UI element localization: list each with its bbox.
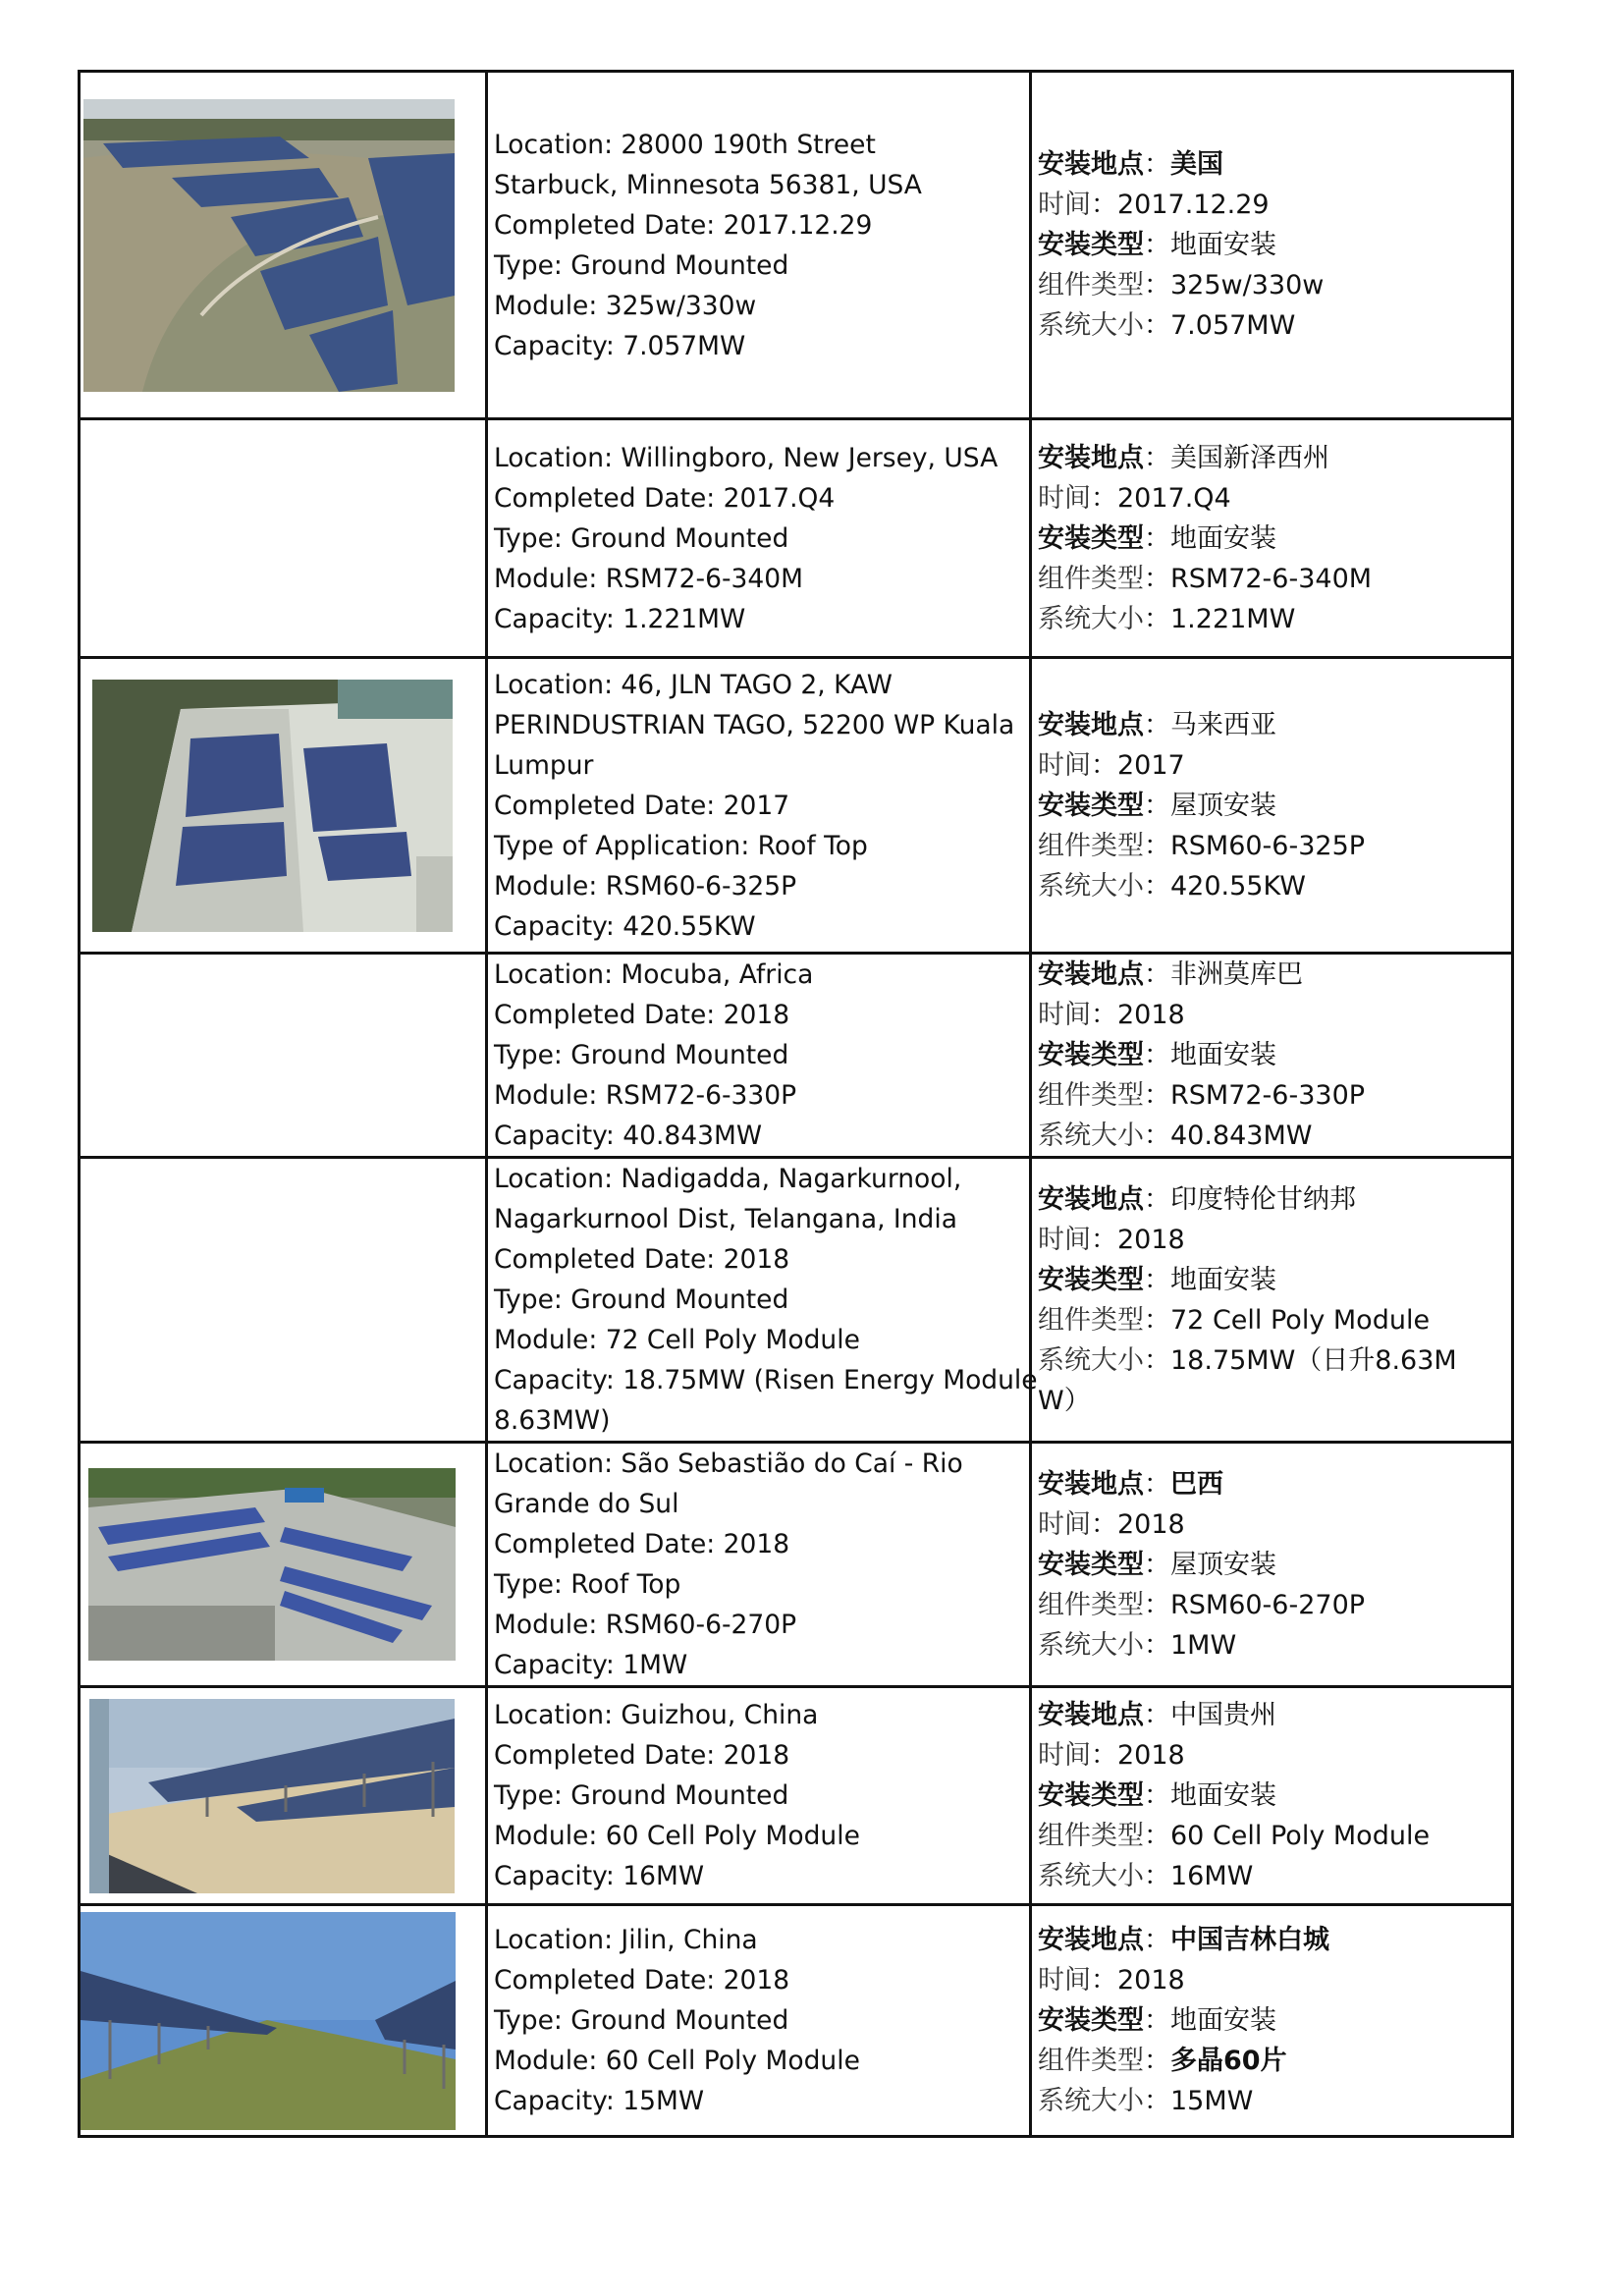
cn-value: 420.55KW (1170, 870, 1306, 902)
table-row (80, 1687, 1513, 1905)
cn-value: 1.221MW (1170, 603, 1296, 634)
photo-cell (80, 658, 487, 954)
english-details (487, 72, 1031, 419)
cn-value: 1MW (1170, 1629, 1237, 1661)
detail-line: Completed Date: 2018 (494, 1529, 790, 1559)
detail-line: Module: RSM60-6-270P (494, 1610, 797, 1640)
detail-line: Capacity: 16MW (494, 1861, 705, 1891)
cn-label: 时间 (1038, 1508, 1091, 1540)
detail-line: Completed Date: 2018 (494, 1965, 790, 1995)
cn-value: 2017.12.29 (1117, 190, 1270, 220)
chinese-details: 安装地点：巴西 时间：2018 安装类型：屋顶安装 组件类型：RSM60-6-270P 系统大小：1MW (1031, 1443, 1513, 1687)
detail-line: Starbuck, Minnesota 56381, USA (494, 169, 922, 200)
detail-line: Capacity: 1.221MW (494, 603, 746, 634)
cn-value: W） (1038, 1385, 1091, 1416)
cn-label: 安装地点 (1038, 1700, 1144, 1730)
cn-value: 2018 (1117, 1740, 1185, 1771)
cn-value: 325w/330w (1170, 270, 1325, 301)
cn-label: 组件类型 (1038, 2046, 1144, 2076)
detail-line: Completed Date: 2018 (494, 1244, 790, 1275)
cn-label: 安装地点 (1038, 442, 1144, 473)
detail-line: Type: Roof Top (494, 1569, 681, 1600)
cn-value: 屋顶安装 (1170, 1549, 1276, 1580)
cn-value: 非洲莫库巴 (1170, 959, 1303, 990)
detail-line: Type: Ground Mounted (494, 1285, 789, 1315)
cn-label: 系统大小 (1038, 310, 1144, 341)
detail-line: Module: 60 Cell Poly Module (494, 1821, 860, 1851)
cn-value: 美国新泽西州 (1170, 442, 1329, 473)
detail-line: Module: 325w/330w (494, 290, 757, 321)
cn-value: 2018 (1117, 1508, 1185, 1540)
english-details (487, 419, 1031, 658)
solar-farm-aerial-photo (83, 99, 455, 392)
cn-label: 组件类型 (1038, 830, 1144, 861)
table-row (80, 72, 1513, 419)
cn-label: 系统大小 (1038, 1629, 1144, 1661)
cn-label: 安装类型 (1038, 2005, 1144, 2036)
detail-line: Capacity: 7.057MW (494, 330, 746, 361)
detail-line: Location: Willingboro, New Jersey, USA (494, 442, 999, 473)
cn-label: 安装地点 (1038, 959, 1144, 990)
detail-line: Module: RSM72-6-330P (494, 1080, 797, 1111)
detail-line: Lumpur (494, 749, 594, 781)
cn-value: 马来西亚 (1170, 709, 1276, 740)
cn-label: 组件类型 (1038, 1304, 1144, 1336)
english-details (487, 954, 1031, 1158)
english-details (487, 1905, 1031, 2137)
photo-cell (80, 419, 487, 658)
table-row (80, 419, 1513, 658)
detail-line: Module: RSM72-6-340M (494, 563, 803, 594)
detail-line: Capacity: 420.55KW (494, 910, 756, 942)
chinese-details: 安装地点：美国新泽西州 时间：2017.Q4 安装类型：地面安装 组件类型：RSM72-6-340M 系统大小：1.221MW (1031, 419, 1513, 658)
detail-line: Location: 46, JLN TAGO 2, KAW (494, 669, 893, 700)
detail-line: Location: Jilin, China (494, 1925, 758, 1955)
cn-label: 安装地点 (1038, 1468, 1144, 1500)
cn-value: 印度特伦甘纳邦 (1170, 1183, 1356, 1215)
detail-line: Nagarkurnool Dist, Telangana, India (494, 1204, 957, 1234)
detail-line: Location: Guizhou, China (494, 1700, 819, 1730)
cn-value: 多晶60片 (1170, 2046, 1287, 2076)
english-details (487, 1158, 1038, 1443)
photo-cell (80, 1443, 487, 1687)
chinese-details: 安装地点：美国 时间：2017.12.29 安装类型：地面安装 组件类型：325w/330w 系统大小：7.057MW (1031, 72, 1513, 419)
cn-label: 时间 (1038, 482, 1091, 514)
cn-value: RSM60-6-270P (1170, 1589, 1366, 1620)
cn-value: 72 Cell Poly Module (1170, 1304, 1431, 1336)
photo-cell (80, 954, 487, 1158)
table-row (80, 658, 1513, 954)
cn-label: 组件类型 (1038, 270, 1144, 301)
cn-label: 系统大小 (1038, 870, 1144, 902)
cn-value: 中国贵州 (1170, 1700, 1276, 1730)
cn-value: 18.75MW（日升8.63M (1170, 1344, 1457, 1376)
detail-line: PERINDUSTRIAN TAGO, 52200 WP Kuala (494, 709, 1015, 740)
ground-rows-photo (89, 1699, 455, 1893)
chinese-details: 安装地点：中国吉林白城 时间：2018 安装类型：地面安装 组件类型：多晶60片 系统大小：15MW (1031, 1905, 1513, 2137)
cn-label: 安装类型 (1038, 522, 1144, 554)
detail-line: Location: Nadigadda, Nagarkurnool, (494, 1164, 962, 1194)
cn-value: 40.843MW (1170, 1121, 1313, 1151)
detail-line: Type: Ground Mounted (494, 1040, 789, 1070)
cn-value: 地面安装 (1170, 1040, 1276, 1070)
detail-line: Type: Ground Mounted (494, 249, 789, 281)
detail-line: Type: Ground Mounted (494, 2005, 789, 2036)
cn-value: 美国 (1170, 149, 1223, 180)
cn-label: 安装类型 (1038, 1549, 1144, 1580)
detail-line: Location: São Sebastião do Caí - Rio (494, 1449, 963, 1479)
rooftop-factory-photo (88, 1468, 456, 1661)
cn-label: 系统大小 (1038, 603, 1144, 634)
cn-label: 安装地点 (1038, 149, 1144, 180)
table-row (80, 1158, 1513, 1443)
cn-value: 地面安装 (1170, 522, 1276, 554)
cn-label: 安装类型 (1038, 1780, 1144, 1811)
cn-value: 2018 (1117, 1224, 1185, 1255)
cn-label: 系统大小 (1038, 2086, 1144, 2116)
detail-line: Location: Mocuba, Africa (494, 959, 814, 990)
table-row (80, 1443, 1513, 1687)
detail-line: Capacity: 40.843MW (494, 1121, 763, 1151)
cn-label: 安装地点 (1038, 709, 1144, 740)
cn-value: 屋顶安装 (1170, 790, 1276, 821)
detail-line: Grande do Sul (494, 1489, 679, 1519)
cn-value: 2018 (1117, 1000, 1185, 1030)
detail-line: Completed Date: 2018 (494, 1740, 790, 1771)
detail-line: Type of Application: Roof Top (494, 830, 868, 861)
cn-value: 15MW (1170, 2086, 1254, 2116)
cn-label: 安装类型 (1038, 790, 1144, 821)
cn-value: 地面安装 (1170, 1780, 1276, 1811)
detail-line: Module: RSM60-6-325P (494, 870, 797, 902)
cn-value: 2018 (1117, 1965, 1185, 1995)
photo-cell (80, 1905, 487, 2137)
detail-line: Completed Date: 2017.12.29 (494, 209, 873, 241)
cn-label: 时间 (1038, 190, 1091, 220)
detail-line: Module: 72 Cell Poly Module (494, 1325, 860, 1355)
ground-rows-photo (81, 1912, 456, 2130)
cn-value: RSM72-6-330P (1170, 1080, 1366, 1111)
cn-label: 系统大小 (1038, 1344, 1144, 1376)
cn-label: 时间 (1038, 1000, 1091, 1030)
detail-line: Module: 60 Cell Poly Module (494, 2046, 860, 2076)
cn-label: 时间 (1038, 1965, 1091, 1995)
cn-label: 时间 (1038, 749, 1091, 781)
chinese-details: 安装地点：印度特伦甘纳邦 时间：2018 安装类型：地面安装 组件类型：72 Cell Poly Module 系统大小：18.75MW（日升8.63M W） (1031, 1158, 1513, 1443)
cn-value: 7.057MW (1170, 310, 1296, 341)
chinese-details: 安装地点：非洲莫库巴 时间：2018 安装类型：地面安装 组件类型：RSM72-6-330P 系统大小：40.843MW (1031, 954, 1513, 1158)
detail-line: Completed Date: 2017 (494, 790, 790, 821)
cn-value: RSM72-6-340M (1170, 563, 1373, 594)
cn-value: 地面安装 (1170, 2005, 1276, 2036)
projects-table (78, 70, 1514, 2138)
cn-label: 安装类型 (1038, 1264, 1144, 1295)
detail-line: Completed Date: 2018 (494, 1000, 790, 1030)
rooftop-aerial-photo (92, 680, 453, 932)
cn-value: 16MW (1170, 1861, 1254, 1891)
cn-label: 组件类型 (1038, 1589, 1144, 1620)
cn-label: 系统大小 (1038, 1861, 1144, 1891)
cn-label: 安装地点 (1038, 1183, 1144, 1215)
cn-label: 时间 (1038, 1740, 1091, 1771)
cn-label: 组件类型 (1038, 1080, 1144, 1111)
cn-value: 60 Cell Poly Module (1170, 1821, 1431, 1851)
chinese-details: 安装地点：马来西亚 时间：2017 安装类型：屋顶安装 组件类型：RSM60-6-325P 系统大小：420.55KW (1031, 658, 1513, 954)
chinese-details: 安装地点：中国贵州 时间：2018 安装类型：地面安装 组件类型：60 Cell Poly Module 系统大小：16MW (1031, 1687, 1513, 1905)
cn-label: 系统大小 (1038, 1121, 1144, 1151)
cn-label: 组件类型 (1038, 1821, 1144, 1851)
detail-line: 8.63MW) (494, 1405, 611, 1436)
table-row (80, 954, 1513, 1158)
detail-line: Location: 28000 190th Street (494, 129, 876, 160)
photo-cell (80, 72, 487, 419)
cn-label: 组件类型 (1038, 563, 1144, 594)
cn-label: 安装类型 (1038, 230, 1144, 260)
cn-value: 巴西 (1170, 1468, 1223, 1500)
cn-value: 地面安装 (1170, 1264, 1276, 1295)
cn-value: 2017 (1117, 749, 1185, 781)
cn-value: 中国吉林白城 (1170, 1925, 1329, 1955)
photo-cell (80, 1687, 487, 1905)
english-details (487, 1443, 1031, 1687)
cn-value: 地面安装 (1170, 230, 1276, 260)
cn-label: 安装类型 (1038, 1040, 1144, 1070)
cn-value: 2017.Q4 (1117, 482, 1231, 514)
detail-line: Capacity: 15MW (494, 2086, 705, 2116)
cn-value: RSM60-6-325P (1170, 830, 1366, 861)
detail-line: Capacity: 18.75MW (Risen Energy Module (494, 1365, 1038, 1395)
detail-line: Capacity: 1MW (494, 1650, 688, 1680)
cn-label: 时间 (1038, 1224, 1091, 1255)
cn-label: 安装地点 (1038, 1925, 1144, 1955)
english-details (487, 658, 1031, 954)
detail-line: Type: Ground Mounted (494, 1780, 789, 1811)
table-row (80, 1905, 1513, 2137)
photo-cell (80, 1158, 487, 1443)
detail-line: Type: Ground Mounted (494, 522, 789, 554)
english-details (487, 1687, 1031, 1905)
detail-line: Completed Date: 2017.Q4 (494, 482, 836, 514)
